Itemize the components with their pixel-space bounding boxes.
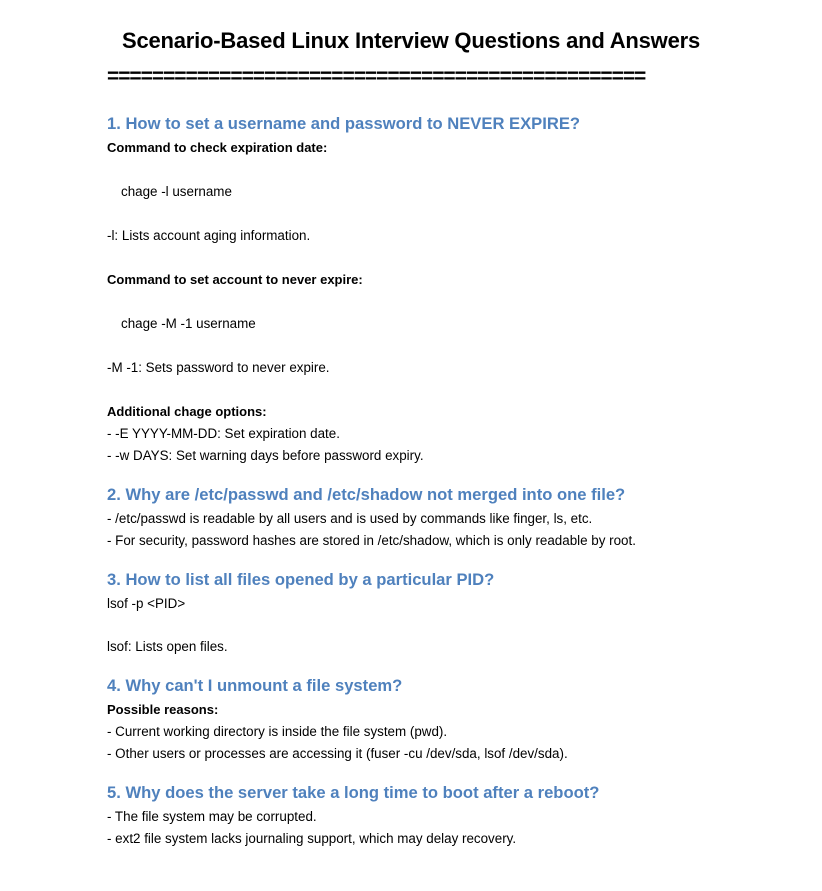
section-1-label-set: Command to set account to never expire: (107, 272, 363, 287)
section-4-label: Possible reasons: (107, 702, 219, 717)
section-5-heading: 5. Why does the server take a long time to boot after a reboot? (107, 783, 600, 802)
section-1-command-check: chage -l username (121, 184, 232, 199)
document-title: Scenario-Based Linux Interview Questions and Answers (121, 28, 701, 53)
section-1-label-check: Command to check expiration date: (107, 140, 328, 155)
section-4-reason-2: - Other users or processes are accessing it (fuser -cu /dev/sda, lsof /dev/sda). (107, 746, 568, 761)
section-4-heading: 4. Why can't I unmount a file system? (107, 676, 403, 695)
section-2-line-1: - /etc/passwd is readable by all users and is used by commands like finger, ls, etc. (107, 511, 593, 526)
section-1-label-options: Additional chage options: (107, 404, 267, 419)
title-separator: ================================================ (107, 65, 646, 88)
section-1-option-w: - -w DAYS: Set warning days before password expiry. (107, 448, 424, 463)
section-3-heading: 3. How to list all files opened by a particular PID? (107, 570, 495, 589)
section-1-heading: 1. How to set a username and password to NEVER EXPIRE? (107, 114, 581, 133)
section-3-command: lsof -p <PID> (107, 596, 186, 611)
section-5-line-1: - The file system may be corrupted. (107, 809, 317, 824)
section-1-option-e: - -E YYYY-MM-DD: Set expiration date. (107, 426, 340, 441)
section-2-line-2: - For security, password hashes are stored in /etc/shadow, which is only readable by root. (107, 533, 636, 548)
section-4-reason-1: - Current working directory is inside the file system (pwd). (107, 724, 448, 739)
section-1-command-set: chage -M -1 username (121, 316, 256, 331)
section-5-line-2: - ext2 file system lacks journaling support, which may delay recovery. (107, 831, 517, 846)
section-1-desc-set: -M -1: Sets password to never expire. (107, 360, 330, 375)
section-1-desc-check: -l: Lists account aging information. (107, 228, 311, 243)
section-2-heading: 2. Why are /etc/passwd and /etc/shadow not merged into one file? (107, 485, 626, 504)
section-3-desc: lsof: Lists open files. (107, 639, 228, 654)
